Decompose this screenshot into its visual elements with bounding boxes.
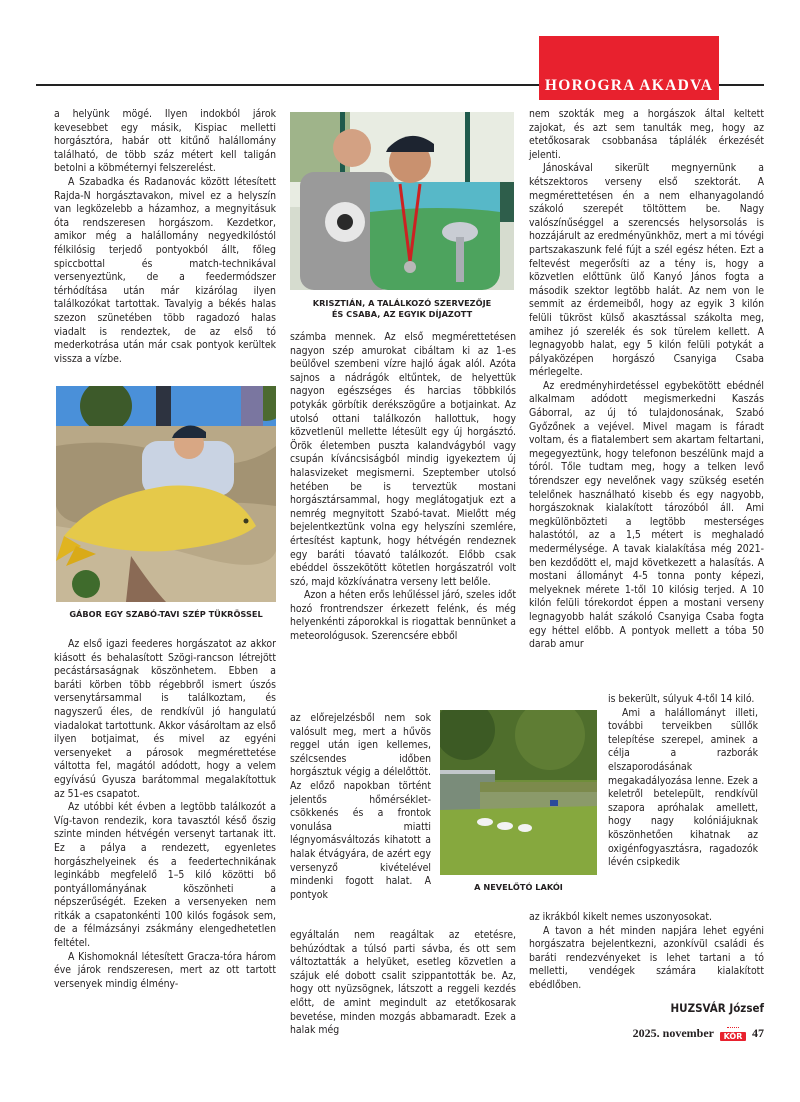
column-2-narrow [290,712,431,902]
issue-date: 2025. november [632,1026,714,1040]
paragraph: Ami a halállományt illeti, további terveikben süllők telepítése szerepel, aminek a célja a razborák elszaporodásának megakadályozása lenne. Ezek a keletről betelepült, rendkívül szapora apróhalak amellett, hogy nagy kolóniájuknak köszönhetően kihatnak az oxigénfogyasztásra, ragadozók lévén csipkedik [608,706,758,869]
author-given-name: József [729,1001,764,1015]
caption-line: ÉS CSABA, AZ EGYIK DÍJAZOTT [331,309,473,319]
author-surname: HUZSVÁR [670,1001,726,1015]
photo-krisztian-csaba [290,112,514,290]
photo-gabor-carp [56,386,276,602]
column-3-narrow [608,693,758,870]
page-number: 47 [752,1026,764,1040]
paragraph: a helyünk mögé. Ilyen indokból járok kevesebbet egy másik, Kispiac melletti horgásztóra, habár ott kitűnő halállomány található, de több száz métert kell taligán betolni a köbméternyi felszerelést. [54,108,276,175]
paragraph: is bekerült, súlyuk 4-től 14 kiló. [608,693,755,705]
column-3-top [529,108,764,652]
paragraph: A tavon a hét minden napjára lehet egyéni horgászatra bejelentkezni, azonkívül családi és baráti rendezvényeket is lehet tartani a tó melletti, vendégek számára kialakított ebédlőben. [529,924,764,991]
column-1-top [54,108,276,366]
caption-nevelo: A NEVELŐTÓ LAKÓI [474,882,563,892]
paragraph: Azon a héten erős lehűléssel járó, szeles időt hozó frontrendszer érkezett felénk, és még helyenkénti záporokkal is riogattak bennünket a meteorológusok. Szerencsére ebből [290,589,516,643]
column-2-top [290,331,516,644]
paragraph: az ikrákból kikelt nemes uszonyosokat. [529,911,713,923]
paragraph: egyáltalán nem reagáltak az etetésre, behúzódtak a túlsó parti sávba, és ott sem változtatták a helyüket, esetleg közvetlen a szájuk elé dobott csalit szippantották be. Az, hogy ott nyüzsögnek, látszott a reggeli kezdés előtt, de amint megindult az etetőkosarak bevetése, minden mozgás abbamaradt. Ezek a halak még [290,929,516,1037]
paragraph: A Szabadka és Radanovác között létesített Rajda-N horgásztavakon, mivel ez a helyszín van legközelebb a házamhoz, a megnyitásuk óta rendszeresen horgászom. Kezdetkor, amikor még a halállomány negyedkilóstól félkilósig terjedő pontyokból állt, főleg spiccbottal és match-technikával versenyeztünk, de a feedermódszer térhódítása után már kizárólag ilyen találkozókat tartottak. Tavalyig a békés halas szezon szünetében több ragadozó halas viadalt is rendeztek, de az első tó mederkotrása után már csak pontyok kerültek vissza a vízbe. [54,175,276,365]
column-2-bottom [290,929,516,1038]
paragraph: Az első igazi feederes horgászatot az akkor kiásott és behalasított Szögi-rancson létrejött pecástársaságnak köszönhetem. Ebben a baráti körben több régebbről ismert úszós versenytársammal is találkoztam, és nagyszerű éles, de rendkívül jó hangulatú viadalokat tartottunk. Akkor vásároltam az első ilyen botjaimat, és mivel az egyéni versenyeket a párosok megmérettetése váltotta fel, magától adódott, hogy a velem egyívású Gyusza barátommal megalakítottuk az 51-es csapatot. [54,638,276,800]
paragraph: A Kishomoknál létesített Gracza-tóra három éve járok rendszeresen, mert az ott tartott versenyek mindig élmény- [54,950,276,990]
paragraph: az előrejelzésből nem sok valósult meg, mert a hűvös reggel után igen kellemes, szélcsendes időben horgásztuk végig a délelőttöt. Az előző napokban történt jelentős hőmérséklet-csökkenés és a frontok vonulása miatti légnyomásváltozás kihatott a halak étvágyára, de azért egy versenyző kivételével mindenki fogott halat. A pontyok [290,712,431,901]
paragraph: Az eredményhirdetéssel egybekötött ebédnél alkalmam adódott megismerkedni Kaszás Gáborral, az új tó tulajdonosának, Szabó Győzőnek a vejével. Mivel magam is fáradt voltam, és a fiatalembert sem akartam feltartani, megegyeztünk, hogy telefonon beszélünk majd a tóról. Tőle tudtam meg, hogy a telken levő tórendszer egy nevelőnek vagy szükség esetén telelőnek használható kisebb és egy nagyobb, horgászoknak kialakított tározóból áll. Ami megkülönbözteti a legtöbb mesterséges halastótól, az a 1,5 métert is meghaladó medermélysége. A tavak kialakítása még 2021-ben kezdődött el, majd következett a halasítás. A mostani állományt 4-5 tonna ponty képezi, melyeknek mérete 1-től 10 kilósig terjed. A 10 kilón felüli tórekordot éppen a mostani verseny legnagyobb halát szákoló Csanyiga Csaba fogta egy héttel előbb. A pontyok mellett a tóba 50 darab amur [529,379,764,651]
logo-text: KÖR [720,1032,746,1041]
byline [671,1001,764,1015]
page-footer [633,1026,764,1041]
caption-krisztian [290,298,514,320]
caption-line: KRISZTIÁN, A TALÁLKOZÓ SZERVEZŐJE [312,298,492,308]
paragraph: Az utóbbi két évben a legtöbb találkozót a Víg-tavon rendezik, kora tavasztól késő őszig szinte minden hétvégén versenyt tartanak itt. Ez a pálya a rendezett, egyenletes horgászhelyeinek és a feedertechnikának leginkább megfelelő 1–5 kiló közötti bő pontyállományának köszönheti a népszerűségét. Ezeken a versenyeken nem ritkák a csapatonkénti 100 kilós fogások sem, de a félmázsányi zsákmány elengedhetetlen feltétel. [54,801,276,950]
column-1-bottom [54,638,276,991]
photo-nevelo-swans [440,710,597,875]
section-tag [539,36,719,100]
caption-gabor: GÁBOR EGY SZABÓ-TAVI SZÉP TÜKRÖSSEL [69,609,263,619]
magazine-logo [720,1027,746,1041]
column-3-bottom [529,911,764,993]
section-label: HOROGRA AKADVA [544,77,714,94]
paragraph: számba mennek. Az első megmérettetésen nagyon szép amurokat cibáltam ki az 1-es beülővel szembeni vízre hajló ágak alól. Azóta sajnos a nádrágók eltűntek, de helyettük nagyon egészséges és harcias többkilós potykák görbítik derékszögűre a botjainkat. Az utolsó ottani találkozón hallottuk, hogy közvetlenül mellette létesült egy új horgásztó. Örök életemben puszta kalandvágyból vagy csupán kíváncsiságból mindig igyekeztem új halasvizeket megismerni. Szeptember utolsó hetében be is terveztük mostani horgásztársammal, hogy meglátogatjuk ezt a nemrég megnyitott Szabó-tavat. Mielőtt még bejelentkeztünk volna egy helyszíni szemlére, értesítést kaptunk, hogy hétvégén rendeznek egy baráti tóavató találkozót. Előbb csak ebéddel összekötött kötetlen horgászatról volt szó, majd közkívánatra verseny lett belőle. [290,331,516,588]
paragraph: Jánoskával sikerült megnyernünk a kétszektoros verseny első szektorát. A megmérettetésen én a nem elhanyagolandó szákoló szerepét töltöttem be. Nagy valószínűséggel a szerencsés helysorsolás is hozzájárult az eredményünkhöz, mert a mi tóvégi partszakaszunk felé fújt a szél egész héten. Ezt a feltevést megerősíti az a tény is, hogy a közvetlen előttünk ülő Kanyó János fogta a második szektor legtöbb halát. Az nem von le semmit az érdemeiből, hogy az egyik 3 kilón felüli tükröst külső akasztással szákolta meg, amihez jó szerelék és sok türelem kellett. A legnagyobb halat, egy 5 kilón felüli potykát a pályaközépen horgászó Csanyiga Csaba mérlegelte. [529,162,764,379]
paragraph: nem szokták meg a horgászok által keltett zajokat, és azt sem tanulták meg, hogy az etetőkosarak csobbanása táplálék érkezését jelenti. [529,108,764,161]
